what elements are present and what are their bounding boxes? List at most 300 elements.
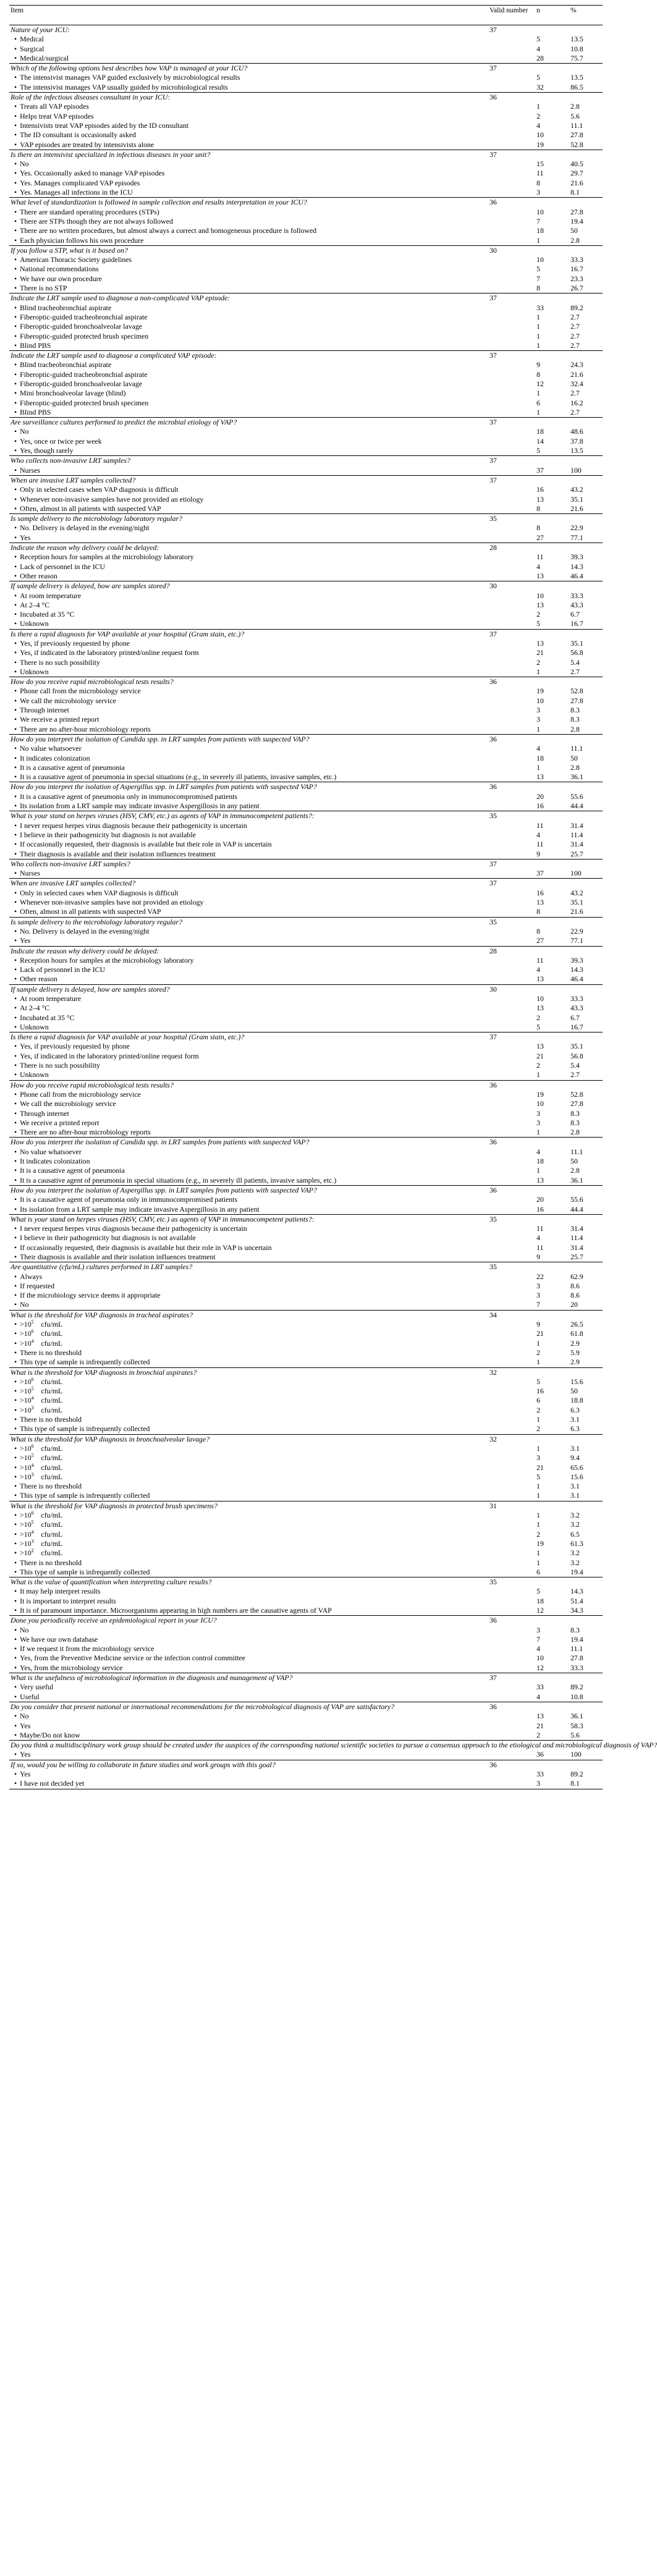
empty-cell xyxy=(488,1128,535,1138)
empty-cell xyxy=(569,859,603,869)
question-text: How do you interpret the isolation of Candida spp. in LRT samples from patients with suspected VAP? xyxy=(9,1138,488,1147)
option-row xyxy=(9,1090,603,1099)
option-row xyxy=(9,706,603,715)
option-row xyxy=(9,1472,603,1482)
option-count: 27 xyxy=(536,533,544,542)
empty-cell xyxy=(488,1653,535,1663)
option-percent: 15.6 xyxy=(570,1472,583,1481)
valid-number: 35 xyxy=(488,1214,535,1224)
option-label: • Lack of personnel in the ICU xyxy=(9,965,488,974)
option-percent: 14.3 xyxy=(570,562,583,571)
empty-cell xyxy=(488,754,535,763)
option-percent: 21.6 xyxy=(570,370,583,379)
empty-cell xyxy=(488,1224,535,1233)
option-label: • Unknown xyxy=(9,619,488,629)
option-row xyxy=(9,1118,603,1128)
valid-number: 36 xyxy=(488,1080,535,1090)
option-count: 1 xyxy=(536,1128,540,1137)
empty-cell xyxy=(488,869,535,879)
option-label: • We have our own database xyxy=(9,1635,488,1644)
empty-cell xyxy=(488,226,535,235)
table-body xyxy=(9,25,657,1789)
option-label: • I never request herpes virus diagnosis because their pathogenicity is uncertain xyxy=(9,1224,488,1233)
empty-cell xyxy=(535,64,569,74)
option-row xyxy=(9,130,603,140)
question-text: Are surveillance cultures performed to predict the microbial etiology of VAP? xyxy=(9,418,488,428)
empty-cell xyxy=(488,504,535,514)
option-row xyxy=(9,744,603,753)
option-percent: 6.7 xyxy=(570,610,580,619)
question-text: Who collects non-invasive LRT samples? xyxy=(9,859,488,869)
option-label: • Blind tracheobronchial aspirate xyxy=(9,303,488,313)
question-row xyxy=(9,293,603,303)
empty-cell xyxy=(488,1520,535,1529)
question-text: Done you periodically receive an epidemiological report in your ICU? xyxy=(9,1616,488,1626)
option-count: 10 xyxy=(536,1099,544,1109)
question-text: What is the threshold for VAP diagnosis in bronchial aspirates? xyxy=(9,1367,488,1377)
option-row xyxy=(9,533,603,543)
option-label: • Yes xyxy=(9,1770,488,1779)
option-row xyxy=(9,994,603,1003)
empty-cell xyxy=(488,572,535,581)
option-percent: 77.1 xyxy=(570,936,583,945)
empty-cell xyxy=(535,1616,569,1626)
question-row xyxy=(9,859,603,869)
valid-number: 37 xyxy=(488,456,535,466)
option-row xyxy=(9,1176,603,1186)
option-percent: 19.4 xyxy=(570,1567,583,1576)
option-count: 5 xyxy=(536,73,540,82)
option-count: 1 xyxy=(536,1558,540,1567)
option-row xyxy=(9,1692,603,1702)
table-header-row xyxy=(9,6,603,25)
empty-cell xyxy=(488,1406,535,1415)
option-percent: 8.1 xyxy=(570,188,580,197)
question-row xyxy=(9,93,603,103)
empty-cell xyxy=(488,840,535,849)
empty-cell xyxy=(535,859,569,869)
option-percent: 27.8 xyxy=(570,1653,583,1663)
option-row xyxy=(9,1003,603,1013)
valid-number: 36 xyxy=(488,198,535,208)
option-percent: 2.8 xyxy=(570,1128,580,1137)
option-label: • Medical xyxy=(9,35,488,44)
option-label: • Unknown xyxy=(9,667,488,677)
question-text: How do you interpret the isolation of Aspergillus spp. in LRT samples from patients with suspected VAP? xyxy=(9,1185,488,1195)
option-label: • Yes, if previously requested by phone xyxy=(9,639,488,648)
empty-cell xyxy=(569,1185,603,1195)
option-percent: 43.3 xyxy=(570,1003,583,1013)
option-count: 16 xyxy=(536,1204,544,1214)
option-label: • Yes. Occasionally asked to manage VAP episodes xyxy=(9,169,488,178)
option-row xyxy=(9,639,603,648)
empty-cell xyxy=(488,264,535,274)
empty-cell xyxy=(535,1214,569,1224)
option-row xyxy=(9,1166,603,1175)
empty-cell xyxy=(569,984,603,994)
option-label: • If we request it from the microbiology service xyxy=(9,1644,488,1653)
option-row xyxy=(9,1712,603,1721)
option-label: • No value whatsoever xyxy=(9,1147,488,1157)
option-count: 1 xyxy=(536,235,540,245)
option-percent: 51.4 xyxy=(570,1596,583,1605)
option-count: 1 xyxy=(536,102,540,111)
option-percent: 89.2 xyxy=(570,1770,583,1779)
empty-cell xyxy=(488,159,535,169)
option-count: 5 xyxy=(536,446,540,455)
option-count: 7 xyxy=(536,1634,540,1644)
empty-cell xyxy=(569,150,603,159)
option-percent: 46.4 xyxy=(570,974,583,984)
option-row xyxy=(9,1128,603,1138)
option-label: • If occasionally requested, their diagnosis is available but their role in VAP is uncertain xyxy=(9,1243,488,1252)
option-label: • There is no such possibility xyxy=(9,1061,488,1070)
empty-cell xyxy=(488,1644,535,1653)
option-label: • There are STPs though they are not always followed xyxy=(9,217,488,226)
empty-cell xyxy=(535,629,569,639)
empty-cell xyxy=(569,475,603,485)
option-row xyxy=(9,889,603,898)
valid-number: 37 xyxy=(488,1673,535,1683)
empty-cell xyxy=(569,1214,603,1224)
valid-number: 37 xyxy=(488,150,535,159)
option-percent: 33.3 xyxy=(570,591,583,600)
option-row xyxy=(9,322,603,331)
option-row xyxy=(9,1653,603,1663)
option-label: • $>10^6$ cfu/mL xyxy=(9,1377,488,1387)
option-label: • This type of sample is infrequently collected xyxy=(9,1568,488,1577)
option-label: • $>10^4$ cfu/mL xyxy=(9,1463,488,1472)
option-row xyxy=(9,1444,603,1453)
option-row xyxy=(9,1157,603,1166)
empty-cell xyxy=(535,1434,569,1444)
option-label: • $>10^5$ cfu/mL xyxy=(9,1320,488,1329)
empty-cell xyxy=(488,1090,535,1099)
option-label: • No xyxy=(9,1626,488,1635)
option-percent: 2.7 xyxy=(570,322,580,331)
empty-cell xyxy=(488,169,535,178)
option-row xyxy=(9,504,603,514)
option-label: • The intensivist manages VAP guided exclusively by microbiological results xyxy=(9,73,488,82)
option-percent: 2.7 xyxy=(570,667,580,676)
empty-cell xyxy=(535,418,569,428)
option-label: • We receive a printed report xyxy=(9,715,488,724)
option-percent: 61.3 xyxy=(570,1539,583,1548)
empty-cell xyxy=(488,217,535,226)
option-row xyxy=(9,446,603,456)
empty-cell xyxy=(488,379,535,389)
option-count: 18 xyxy=(536,753,544,762)
empty-cell xyxy=(488,1377,535,1387)
empty-cell xyxy=(535,1673,569,1683)
option-count: 13 xyxy=(536,639,544,648)
option-count: 1 xyxy=(536,1443,540,1453)
option-percent: 50 xyxy=(570,226,578,235)
empty-cell xyxy=(488,1118,535,1128)
option-percent: 100 xyxy=(570,869,582,878)
empty-cell xyxy=(569,198,603,208)
empty-cell xyxy=(569,1577,603,1587)
question-text: Is sample delivery to the microbiology laboratory regular? xyxy=(9,514,488,524)
question-row xyxy=(9,1577,603,1587)
option-label: • Through internet xyxy=(9,1109,488,1118)
empty-cell xyxy=(569,1501,603,1511)
option-row xyxy=(9,208,603,217)
option-row xyxy=(9,226,603,235)
question-text: Is sample delivery to the microbiology laboratory regular? xyxy=(9,917,488,927)
option-percent: 22.9 xyxy=(570,926,583,935)
option-label: • At 2–4 °C xyxy=(9,601,488,610)
option-percent: 31.4 xyxy=(570,840,583,849)
option-count: 16 xyxy=(536,801,544,811)
empty-cell xyxy=(488,102,535,111)
option-percent: 3.2 xyxy=(570,1558,580,1567)
empty-cell xyxy=(488,1424,535,1434)
question-text: How do you interpret the isolation of Aspergillus spp. in LRT samples from patients with suspected VAP? xyxy=(9,782,488,792)
option-percent: 5.4 xyxy=(570,657,580,667)
option-label: • There is no threshold xyxy=(9,1415,488,1424)
option-count: 2 xyxy=(536,111,540,120)
empty-cell xyxy=(488,1003,535,1013)
empty-cell xyxy=(488,284,535,293)
question-text: When are invasive LRT samples collected? xyxy=(9,475,488,485)
option-label: • Only in selected cases when VAP diagnosis is difficult xyxy=(9,485,488,494)
option-count: 10 xyxy=(536,255,544,264)
empty-cell xyxy=(569,677,603,687)
empty-cell xyxy=(488,370,535,379)
option-label: • This type of sample is infrequently collected xyxy=(9,1491,488,1501)
empty-cell xyxy=(535,1138,569,1147)
option-label: • It may help interpret results xyxy=(9,1587,488,1596)
empty-cell xyxy=(488,322,535,331)
empty-cell xyxy=(488,73,535,82)
option-percent: 48.6 xyxy=(570,427,583,436)
question-row xyxy=(9,782,603,792)
option-count: 16 xyxy=(536,888,544,897)
option-row xyxy=(9,1282,603,1291)
empty-cell xyxy=(488,533,535,543)
option-row xyxy=(9,255,603,264)
option-label: • Yes xyxy=(9,533,488,543)
option-label: • Often, almost in all patients with suspected VAP xyxy=(9,907,488,917)
option-count: 8 xyxy=(536,523,540,533)
option-row xyxy=(9,370,603,379)
empty-cell xyxy=(488,1233,535,1243)
empty-cell xyxy=(569,93,603,103)
empty-cell xyxy=(535,1185,569,1195)
empty-cell xyxy=(488,1568,535,1577)
option-percent: 5.6 xyxy=(570,1730,580,1739)
option-row xyxy=(9,485,603,494)
option-row xyxy=(9,1070,603,1080)
option-count: 3 xyxy=(535,1779,569,1789)
option-row xyxy=(9,619,603,629)
empty-cell xyxy=(488,1472,535,1482)
empty-cell xyxy=(488,1147,535,1157)
option-row xyxy=(9,974,603,984)
question-row xyxy=(9,879,603,889)
empty-cell xyxy=(488,1157,535,1166)
question-text: How do you interpret the isolation of Candida spp. in LRT samples from patients with suspected VAP? xyxy=(9,734,488,744)
option-row xyxy=(9,927,603,936)
empty-cell xyxy=(488,830,535,840)
question-text: What is the value of quantification when interpreting culture results? xyxy=(9,1577,488,1587)
empty-cell xyxy=(488,850,535,859)
empty-cell xyxy=(535,734,569,744)
option-row xyxy=(9,1626,603,1635)
empty-cell xyxy=(488,54,535,64)
empty-cell xyxy=(488,686,535,696)
question-row xyxy=(9,917,603,927)
empty-cell xyxy=(488,1712,535,1721)
option-count: 4 xyxy=(536,1233,540,1243)
option-row xyxy=(9,159,603,169)
option-percent: 44.4 xyxy=(570,1204,583,1214)
option-percent: 2.7 xyxy=(570,331,580,340)
empty-cell xyxy=(488,1358,535,1367)
empty-cell xyxy=(488,485,535,494)
empty-cell xyxy=(488,112,535,121)
option-label: • No. Delivery is delayed in the evening/night xyxy=(9,523,488,533)
option-count: 1 xyxy=(536,1166,540,1175)
empty-cell xyxy=(488,313,535,322)
option-label: • The ID consultant is occasionally asked xyxy=(9,130,488,140)
option-percent: 29.7 xyxy=(570,169,583,178)
option-count: 9 xyxy=(536,360,540,370)
option-label: • I never request herpes virus diagnosis because their pathogenicity is uncertain xyxy=(9,821,488,830)
option-count: 37 xyxy=(536,869,544,878)
header-percent: % xyxy=(569,6,603,25)
option-count: 3 xyxy=(536,1625,540,1634)
option-count: 37 xyxy=(536,465,544,475)
option-label: • Yes. Manages all infections in the ICU xyxy=(9,188,488,198)
option-label: • Treats all VAP episodes xyxy=(9,102,488,111)
option-label: • Nurses xyxy=(9,466,488,476)
option-row xyxy=(9,898,603,907)
option-percent: 15.6 xyxy=(570,1377,583,1386)
question-row xyxy=(9,1080,603,1090)
empty-cell xyxy=(488,360,535,370)
option-percent: 75.7 xyxy=(570,53,583,62)
option-label: • Fiberoptic-guided tracheobronchial aspirate xyxy=(9,313,488,322)
option-percent: 56.8 xyxy=(570,1051,583,1060)
empty-cell xyxy=(488,1061,535,1070)
option-percent: 2.8 xyxy=(570,1166,580,1175)
option-label: • It is a causative agent of pneumonia only in immunocompromised patients xyxy=(9,792,488,801)
question-text: Is there a rapid diagnosis for VAP available at your hospital (Gram stain, etc.)? xyxy=(9,1033,488,1042)
option-percent: 31.4 xyxy=(570,1243,583,1252)
option-percent: 3.2 xyxy=(570,1511,580,1520)
question-text: Role of the infectious diseases consultant in your ICU: xyxy=(9,93,488,103)
empty-cell xyxy=(535,456,569,466)
empty-cell xyxy=(488,1243,535,1252)
question-text: Are quantitative (cfu/mL) cultures performed in LRT samples? xyxy=(9,1262,488,1272)
option-row xyxy=(9,264,603,274)
option-percent: 39.3 xyxy=(570,955,583,965)
option-count: 12 xyxy=(536,379,544,388)
option-row xyxy=(9,1272,603,1282)
option-row xyxy=(9,591,603,601)
empty-cell xyxy=(535,879,569,889)
option-label: • $>10^3$ cfu/mL xyxy=(9,1472,488,1482)
option-label: • Incubated at 35 °C xyxy=(9,1013,488,1023)
question-row xyxy=(9,811,603,821)
option-row xyxy=(9,1023,603,1033)
option-row xyxy=(9,1463,603,1472)
empty-cell xyxy=(569,1310,603,1320)
empty-cell xyxy=(488,44,535,54)
valid-number: 36 xyxy=(488,1616,535,1626)
option-count: 4 xyxy=(536,1147,540,1156)
option-row xyxy=(9,83,603,93)
option-row xyxy=(9,1539,603,1548)
option-row xyxy=(9,303,603,313)
option-row xyxy=(9,274,603,284)
option-label: • There is no STP xyxy=(9,284,488,293)
option-row xyxy=(9,1491,603,1501)
option-percent: 8.3 xyxy=(570,706,580,715)
option-percent: 65.6 xyxy=(570,1463,583,1472)
empty-cell xyxy=(569,543,603,553)
option-label: • It is a causative agent of pneumonia only in immunocompromised patients xyxy=(9,1195,488,1204)
option-row xyxy=(9,667,603,677)
option-percent: 13.5 xyxy=(570,73,583,82)
option-label: • Lack of personnel in the ICU xyxy=(9,562,488,572)
empty-cell xyxy=(488,1109,535,1118)
option-percent: 2.8 xyxy=(570,724,580,733)
option-label: • It is a causative agent of pneumonia in special situations (e.g., in severely ill patients, invasive samples, etc.) xyxy=(9,1176,488,1186)
valid-number: 35 xyxy=(488,514,535,524)
option-row xyxy=(9,1530,603,1539)
option-row xyxy=(9,408,603,418)
option-count: 13 xyxy=(536,1712,544,1721)
option-count: 21 xyxy=(536,1329,544,1338)
option-count: 1 xyxy=(536,724,540,733)
empty-cell xyxy=(569,1262,603,1272)
option-label: • Fiberoptic-guided protected brush specimen xyxy=(9,332,488,341)
empty-cell xyxy=(569,351,603,361)
option-row xyxy=(9,763,603,772)
option-label: • We have our own procedure xyxy=(9,274,488,284)
option-row xyxy=(9,821,603,830)
empty-cell xyxy=(488,1166,535,1175)
question-text: When are invasive LRT samples collected? xyxy=(9,879,488,889)
option-percent: 2.7 xyxy=(570,389,580,398)
question-text: What is your stand on herpes viruses (HSV, CMV, etc.) as agents of VAP in immunocompetent patients?: xyxy=(9,1214,488,1224)
option-label: • $>10^6$ cfu/mL xyxy=(9,1511,488,1520)
option-label: • Incubated at 35 °C xyxy=(9,610,488,619)
empty-cell xyxy=(488,1511,535,1520)
option-count: 10 xyxy=(536,207,544,216)
question-row xyxy=(9,946,603,956)
option-count: 13 xyxy=(536,772,544,782)
empty-cell xyxy=(569,418,603,428)
empty-cell xyxy=(488,1635,535,1644)
option-label: • Its isolation from a LRT sample may indicate invasive Aspergillosis in any patient xyxy=(9,1205,488,1215)
option-percent: 14.3 xyxy=(570,1587,583,1596)
option-percent: 55.6 xyxy=(570,1195,583,1204)
option-row xyxy=(9,179,603,188)
empty-cell xyxy=(535,1367,569,1377)
option-row xyxy=(9,715,603,724)
empty-cell xyxy=(488,1779,535,1789)
valid-number: 37 xyxy=(488,859,535,869)
option-row xyxy=(9,1243,603,1252)
option-label: • At room temperature xyxy=(9,591,488,601)
option-row xyxy=(9,1233,603,1243)
empty-cell xyxy=(488,399,535,408)
empty-cell xyxy=(488,907,535,917)
